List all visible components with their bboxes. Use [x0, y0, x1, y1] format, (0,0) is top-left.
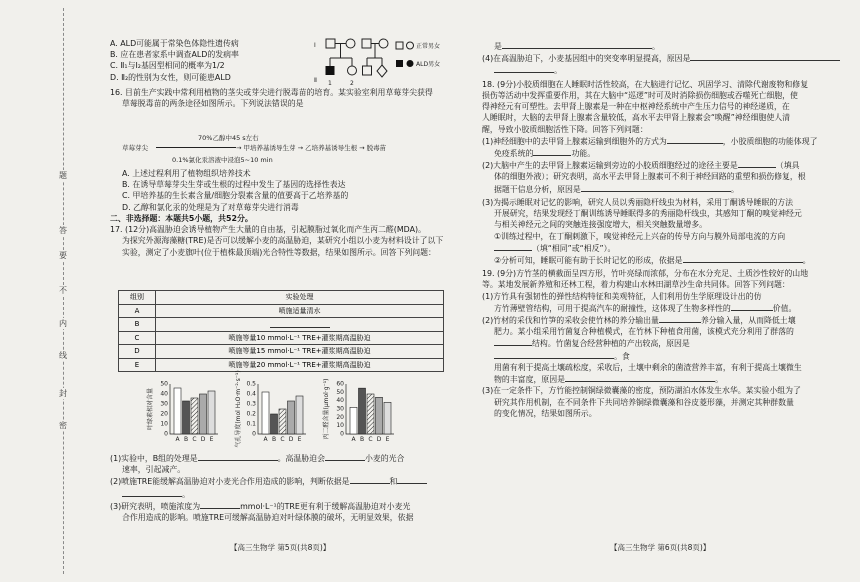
line-text: (3)为揭示睡眠对记忆的影响，研究人员以秀丽隐杆线虫为材料，采用丁酮诱导睡眠的方法 — [482, 197, 794, 207]
category-label: A — [351, 436, 356, 443]
q15-option: B. 应在患者家系中调查ALD的发病率 — [110, 50, 239, 60]
q17-subq: (2)喷施TRE能缓解高温胁迫对小麦光合作用造成的影响，判断依据是 — [110, 477, 350, 487]
line-text: 免疫系统的 — [494, 148, 534, 158]
bar — [183, 401, 190, 434]
answer-blank[interactable] — [690, 52, 840, 61]
tick-label: 20 — [336, 413, 344, 421]
right-line — [482, 337, 832, 349]
line-text: ②分析可知，睡眠可能有助于长时记忆的形成，依据是 — [494, 255, 683, 265]
right-line — [482, 408, 832, 419]
category-label: D — [376, 436, 382, 443]
q17-subq: mmol·L⁻¹的TRE更有利于缓解高温胁迫对小麦光 — [240, 501, 411, 511]
tick-label: 0.1 — [246, 420, 256, 428]
answer-blank[interactable] — [397, 475, 427, 484]
category-label: D — [200, 436, 206, 443]
line-text: 人睡眠时，大脑的去甲肾上腺素含量较低，高水平去甲肾上腺素会“唤醒”神经细胞使人清 — [482, 113, 791, 123]
tissue-culture-flow — [110, 133, 440, 167]
line-text: 方竹薄壁管结构，可用于提高汽车的耐撞性，这体现了生物多样性的 — [494, 303, 731, 313]
q16-stem: 16. 目前生产实践中常利用植物的茎尖或芽尖进行脱毒苗的培育。某实验室利用草莓芽尖获得 — [110, 87, 433, 97]
line-text: 19. (9分)方竹茎的横截面呈四方形，竹叶亮绿而浓郁，分布在水分充足、土质沙性较好的山地 — [482, 269, 809, 279]
q17-stem: 实验，测定了小麦旗叶(位于植株最顶端)光合特性等数据，结果如图所示。回答下列问题： — [122, 247, 436, 257]
line-text: 物的丰富度，原因是 — [494, 375, 566, 385]
answer-blank[interactable] — [325, 452, 365, 461]
line-tail: （填具 — [775, 161, 800, 171]
right-line — [482, 147, 832, 159]
legend-male-normal-icon — [396, 42, 403, 49]
legend-female-affected-icon — [407, 60, 414, 67]
right-line — [482, 208, 832, 219]
answer-blank[interactable] — [581, 183, 731, 192]
q17-stem: 17. (12分)高温胁迫会诱导植物产生大量的自由基，引起膜脂过氧化而产生丙二醛(MDA)。 — [110, 225, 426, 235]
answer-blank[interactable] — [731, 302, 773, 311]
table-cell: B — [119, 318, 156, 332]
flow-above-label: 70%乙醇中45 s左右 — [198, 134, 259, 142]
right-line — [482, 171, 832, 182]
page-footer-right: 【高三生物学 第6页(共8页)】 — [610, 543, 711, 552]
answer-blank[interactable] — [198, 452, 278, 461]
table-cell: E — [119, 358, 156, 372]
binding-char: 封 — [55, 388, 71, 399]
line-tail: 价值。 — [772, 303, 797, 313]
flow-start: 草莓芽尖 — [122, 144, 148, 152]
male-normal-icon — [363, 66, 372, 75]
line-tail: 。 — [715, 375, 723, 385]
right-line — [482, 254, 832, 266]
table-cell-blank — [156, 318, 444, 332]
tick-label: 0.3 — [246, 400, 256, 408]
binding-char: 题 — [55, 170, 71, 181]
right-line — [482, 373, 832, 385]
binding-char: 答 — [55, 225, 71, 236]
category-label: D — [288, 436, 294, 443]
answer-blank[interactable] — [200, 500, 240, 509]
line-text: 肥力。某小组采用竹菌复合种植模式，在竹林下种植食用菌，该模式充分利用了群落的 — [494, 327, 794, 337]
right-line — [482, 362, 832, 373]
category-label: B — [183, 436, 189, 443]
line-text: (2)大脑中产生的去甲肾上腺素运输到旁边的小胶质细胞经过的途径主要是 — [482, 161, 738, 171]
q17-subq: 和 — [389, 477, 398, 487]
right-line — [482, 183, 832, 195]
legend-normal: 正常男女 — [416, 43, 441, 50]
answer-blank[interactable] — [494, 64, 554, 73]
category-label: E — [385, 436, 390, 443]
axis-label: 叶绿素相对含量 — [147, 387, 154, 431]
line-text: 的变化情况，结果如图所示。 — [494, 408, 597, 418]
answer-blank[interactable] — [350, 475, 390, 484]
right-column — [482, 40, 832, 419]
gen-label: Ⅰ — [314, 42, 316, 49]
table-cell: 喷施等量10 mmol·L⁻¹ TRE+灌浆期高温胁迫 — [156, 331, 444, 345]
tick-label: 0.5 — [246, 380, 256, 388]
q17-subq: 速率，引起减产。 — [122, 465, 186, 475]
answer-blank[interactable] — [565, 373, 715, 382]
right-line — [482, 197, 832, 208]
line-text: ①训练过程中，在丁酮刺激下，嗅觉神经元上兴奋的传导方向与膜外局部电流的方向 — [494, 231, 786, 241]
bar-chart — [234, 370, 306, 447]
answer-blank[interactable] — [494, 337, 532, 346]
female-normal-icon — [348, 66, 357, 75]
tick-label: 10 — [160, 420, 168, 428]
q17-subq: 。高温胁迫会 — [277, 454, 325, 463]
line-text: 损伤等活动中发挥重要作用，其在大脑中“巡逻”时可及时消除损伤细胞或吞噬死亡细胞，使 — [482, 90, 798, 100]
bar-charts — [147, 370, 408, 448]
bar — [359, 388, 366, 434]
right-line — [482, 231, 832, 242]
tick-label: 60 — [336, 380, 344, 388]
right-line — [482, 268, 832, 279]
right-line — [482, 79, 832, 90]
tick-label: 0.2 — [246, 410, 256, 418]
category-label: C — [368, 436, 373, 443]
line-text: 开展研究，结果发现经丁酮训练诱导睡眠得多的秀丽隐杆线虫，其感知丁酮的嗅觉神经元 — [494, 209, 802, 219]
line-tail: 功能。 — [571, 148, 596, 158]
q17-subq: 合作用造成的影响。喷施TRE可缓解高温胁迫对叶绿体膜的破坏，无明显效果，依据 — [122, 513, 414, 523]
section-heading: 二、非选择题：本题共5小题，共52分。 — [110, 213, 253, 223]
male-normal-icon — [362, 39, 371, 48]
table-row — [119, 345, 444, 359]
line-text: (4)在高温胁迫下，小麦基因组中的突变率明显提高，原因是 — [482, 54, 691, 64]
line-tail: 。 — [802, 255, 811, 265]
table-cell: 喷施等量15 mmol·L⁻¹ TRE+灌浆期高温胁迫 — [156, 345, 444, 359]
bar — [208, 391, 215, 434]
table-cell: 喷施等量20 mmol·L⁻¹ TRE+灌浆期高温胁迫 — [156, 358, 444, 372]
left-column-2 — [110, 168, 455, 258]
binding-char: 线 — [55, 350, 71, 361]
member-label: 1 — [328, 80, 332, 87]
q15-option: D. Ⅱ₂的性别为女性，则可能患ALD — [110, 72, 231, 82]
line-text: 等。某地发展新养殖和还林工程，着力构建山水林田湖草沙生命共同体。回答下列问题： — [482, 280, 790, 290]
right-line — [482, 385, 832, 396]
male-affected-icon — [326, 66, 335, 75]
line-text: (3)在一定条件下，方竹能控制铜绿微囊藻的密度，预防湖泊水体发生水华。某实验小组为了 — [482, 386, 801, 396]
q17-subq: 。 — [182, 489, 190, 499]
line-tail: 养分输入量，从而降低土壤 — [700, 316, 796, 326]
bar — [174, 388, 181, 434]
category-label: E — [297, 436, 302, 443]
q17-subq: (3)研究表明，喷施浓度为 — [110, 501, 201, 511]
tick-label: 30 — [160, 400, 168, 408]
category-label: C — [192, 436, 197, 443]
gen-label: Ⅱ — [314, 77, 317, 84]
legend-ald: ALD男女 — [416, 61, 441, 68]
bar — [288, 401, 295, 434]
category-label: E — [209, 436, 214, 443]
binding-char: 要 — [55, 250, 71, 261]
category-label: C — [280, 436, 285, 443]
line-text: 用菌有利于提高土壤疏松度，采收后，土壤中剩余的菌渣营养丰富，有利于提高土壤微生 — [494, 362, 802, 372]
tick-label: 30 — [336, 405, 344, 413]
table-cell: 喷施适量清水 — [156, 304, 444, 318]
binding-char: 密 — [55, 420, 71, 431]
table-row — [119, 304, 444, 318]
tick-label: 50 — [160, 380, 168, 388]
unknown-sex-icon — [377, 65, 387, 77]
category-label: B — [359, 436, 365, 443]
bar — [350, 407, 357, 434]
answer-blank[interactable] — [494, 350, 614, 359]
answer-blank[interactable] — [122, 488, 182, 497]
legend-female-normal-icon — [407, 42, 414, 49]
category-label: A — [263, 436, 268, 443]
tick-label: 0 — [252, 430, 256, 438]
line-text: 研究其作用机制，在不同条件下共同培养铜绿微囊藻和谷皮菱形藻，并测定其种群数量 — [494, 397, 794, 407]
right-line — [482, 101, 832, 112]
bar-chart — [146, 381, 218, 444]
answer-blank[interactable] — [502, 40, 652, 49]
line-tail: 。食 — [614, 351, 630, 361]
page-footer-left: 【高三生物学 第5页(共8页)】 — [230, 543, 331, 552]
bar — [279, 409, 286, 434]
line-tail: 。 — [651, 42, 660, 51]
right-line — [482, 326, 832, 337]
axis-label: 气孔导度(mol H₂O·m⁻²·s⁻¹) — [235, 370, 242, 448]
line-tail: 。 — [730, 184, 739, 194]
line-text: (1)神经细胞中的去甲肾上腺素运输到细胞外的方式为 — [482, 136, 667, 146]
right-line — [482, 302, 832, 314]
bar — [296, 396, 303, 434]
binding-margin — [0, 0, 70, 582]
bar — [384, 402, 391, 434]
bar-chart — [322, 379, 394, 443]
answer-blank[interactable] — [738, 159, 776, 168]
line-text: 与相关神经元之间的突触连接强度增大，相关突触数量增多。 — [494, 220, 708, 230]
tick-label: 20 — [160, 410, 168, 418]
pedigree-diagram — [312, 36, 462, 92]
answer-blank[interactable] — [533, 147, 571, 156]
female-normal-icon — [346, 39, 355, 48]
table-cell: A — [119, 304, 156, 318]
right-line — [482, 135, 832, 147]
category-label: B — [271, 436, 277, 443]
line-tail: （填“相同”或“相反”）。 — [532, 243, 616, 253]
q16-stem: 草莓脱毒苗的两条途径如图所示。下列说法错误的是 — [122, 99, 304, 109]
member-label: 2 — [350, 80, 354, 87]
experiment-table — [118, 290, 444, 372]
line-text: 是 — [494, 42, 502, 51]
binding-char: 不 — [55, 285, 71, 296]
right-line — [482, 279, 832, 290]
right-line — [482, 112, 832, 123]
right-line — [482, 124, 832, 135]
q15-option: C. Ⅱ₁与Ⅰ₂基因型相同的概率为1/2 — [110, 61, 225, 71]
right-line — [482, 350, 832, 362]
line-text: 得神经元有可塑性。去甲肾上腺素是一种在中枢神经系统中产生压力信号的神经递质，在 — [482, 102, 790, 112]
right-line — [482, 291, 832, 302]
line-text: 体的细胞外液）；研究表明，高水平去甲肾上腺素可不利于神经回路的重塑和损伤修复，根 — [494, 172, 806, 182]
line-text: 醒，导致小胶质细胞活性下降。回答下列问题： — [482, 124, 648, 134]
right-line — [482, 242, 832, 254]
tick-label: 40 — [160, 390, 168, 398]
line-text: 据题干信息分析，原因是 — [494, 184, 581, 194]
line-tail: 。 — [554, 66, 562, 76]
right-line — [482, 159, 832, 171]
q16-option: D. 乙醇和氯化汞的处理是为了对草莓芽尖进行消毒 — [122, 202, 299, 212]
bar — [271, 414, 278, 434]
flow-below-label: 0.1%氯化汞溶液中浸泡5~10 min — [172, 156, 273, 164]
q15-option: A. ALD可能属于常染色体隐性遗传病 — [110, 39, 239, 48]
bar — [262, 392, 269, 434]
q16-option: A. 上述过程利用了植物组织培养技术 — [122, 169, 251, 178]
axis-label: 丙二醛含量(μmol·g⁻¹) — [323, 378, 330, 440]
answer-blank[interactable] — [683, 254, 803, 263]
q16-option: B. 在诱导草莓芽尖生芽或生根的过程中发生了基因的选择性表达 — [122, 180, 346, 190]
table-header: 组别 — [119, 291, 156, 305]
category-label: A — [175, 436, 180, 443]
tick-label: 0.4 — [246, 390, 256, 398]
table-header: 实验处理 — [156, 291, 444, 305]
line-tail: ，小胶质细胞的功能体现了 — [722, 136, 818, 146]
right-line — [482, 64, 832, 76]
table-row — [119, 358, 444, 372]
tick-label: 40 — [336, 397, 344, 405]
tick-label: 0 — [340, 430, 344, 438]
male-normal-icon — [326, 39, 335, 48]
tick-label: 50 — [336, 388, 344, 396]
line-text: (2)竹材的采伐和竹笋的采收会使竹林的养分输出量 — [482, 316, 659, 326]
q17-stem: 为探究外源海藻糖(TRE)是否可以缓解小麦的高温胁迫，某研究小组以小麦为材料设计了以下 — [122, 236, 444, 246]
legend-male-affected-icon — [396, 60, 403, 67]
female-normal-icon — [379, 39, 388, 48]
binding-char: 内 — [55, 318, 71, 329]
tick-label: 10 — [336, 422, 344, 430]
answer-blank[interactable] — [659, 314, 701, 323]
right-line — [482, 40, 832, 52]
bar — [376, 397, 383, 434]
bar — [367, 394, 374, 434]
line-text: 18. (9分)小胶质细胞在人睡眠时活性较高，在大脑进行记忆、巩固学习、清除代谢废物和修复 — [482, 79, 809, 89]
answer-blank[interactable] — [667, 135, 723, 144]
table-cell: D — [119, 345, 156, 359]
right-line — [482, 52, 832, 64]
table-row — [119, 318, 444, 332]
answer-blank[interactable] — [494, 242, 532, 251]
right-line — [482, 314, 832, 326]
right-line — [482, 219, 832, 230]
table-cell: C — [119, 331, 156, 345]
table-row — [119, 331, 444, 345]
q17-subq: (1)实验中，B组的处理是 — [110, 454, 198, 463]
right-line — [482, 90, 832, 101]
q16-option: C. 甲培养基的生长素含量/细胞分裂素含量的值要高于乙培养基的 — [122, 191, 349, 201]
right-line — [482, 397, 832, 408]
bar — [191, 398, 198, 434]
line-text: (1)方竹具有强韧性的弹性结构特征和美观特征，人们利用仿生学原理设计出的仿 — [482, 291, 762, 301]
line-tail: 结构。竹菌复合经营种植的产出较高，原因是 — [532, 339, 690, 349]
tick-label: 0 — [164, 430, 168, 438]
q17-subq: 小麦的光合 — [364, 454, 405, 463]
flow-steps: → 甲培养基诱导生芽 → 乙培养基诱导生根 → 脱毒苗 — [236, 144, 387, 152]
bar — [200, 394, 207, 434]
flow-arrow — [156, 147, 236, 148]
left-column-3 — [110, 452, 455, 523]
